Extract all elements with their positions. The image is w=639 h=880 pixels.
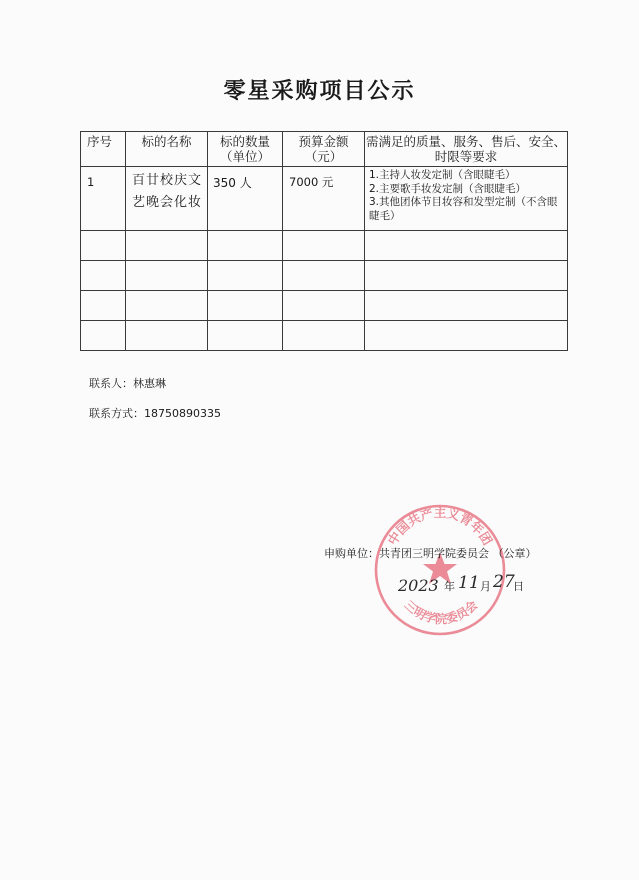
- sign-date: [398, 570, 528, 600]
- requirement-item: 2.主要歌手妆发定制（含眼睫毛）: [369, 182, 527, 195]
- table-row-empty: [81, 261, 568, 291]
- date-month: 11: [458, 573, 480, 593]
- seal-lower-text: 三明学院委员会: [401, 597, 481, 627]
- applicant-unit: 申购单位：共青团三明学院委员会 （公章）: [324, 547, 537, 560]
- requirement-item: 3.其他团体节目妆容和发型定制（不含眼睫毛）: [369, 196, 558, 222]
- cell-no: 1: [81, 167, 126, 231]
- date-year: 2023: [398, 576, 439, 595]
- contact-person: 联系人：林惠琳: [89, 377, 166, 390]
- date-month-label: 月: [480, 580, 491, 593]
- table-row-empty: [81, 231, 568, 261]
- date-day-label: 日: [513, 580, 524, 593]
- header-qty: 标的数量 （单位）: [208, 132, 283, 167]
- contact-method: 联系方式：18750890335: [89, 407, 221, 420]
- requirement-item: 1.主持人妆发定制（含眼睫毛）: [369, 169, 516, 181]
- header-name: 标的名称: [126, 132, 208, 167]
- table-header-row: [81, 132, 568, 167]
- cell-name: 百廿校庆文艺晚会化妆: [126, 167, 208, 231]
- date-year-label: 年: [444, 580, 455, 593]
- header-requirements: 需满足的质量、服务、售后、安全、 时限等要求: [365, 132, 568, 167]
- header-no: 序号: [81, 132, 126, 167]
- procurement-table: [80, 131, 568, 351]
- date-day: 27: [493, 572, 515, 592]
- table-row-empty: [81, 291, 568, 321]
- cell-budget: 7000 元: [283, 167, 365, 231]
- page-title: 零星采购项目公示: [223, 79, 416, 104]
- cell-qty: 350 人: [208, 167, 283, 231]
- header-budget: 预算金额 （元）: [283, 132, 365, 167]
- table-row: [81, 167, 568, 231]
- cell-requirements: [365, 167, 568, 231]
- table-row-empty: [81, 321, 568, 351]
- seal-upper-text: 中国共产主义青年团: [384, 505, 496, 548]
